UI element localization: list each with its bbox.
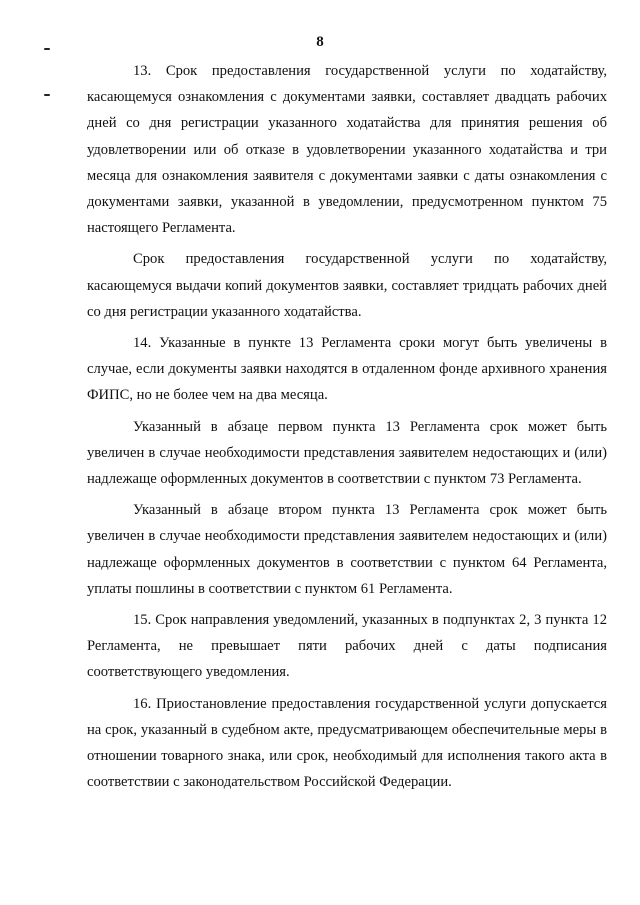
paragraph-14: 14. Указанные в пункте 13 Регламента сроки могут быть увеличены в случае, если документы заявки находятся в отдаленном фонде архивного хранения ФИПС, но не более чем на два месяца. bbox=[87, 335, 607, 404]
paragraph-14-first-abzac: Указанный в абзаце первом пункта 13 Регламента срок может быть увеличен в случае необходимости представления заявителем недостающих и (или) надлежаще оформленных документов в соответствии с пунктом 73 Регламента. bbox=[87, 418, 607, 488]
scan-mark bbox=[44, 48, 50, 50]
paragraph-15: 15. Срок направления уведомлений, указанных в подпунктах 2, 3 пункта 12 Регламента, не превышает пяти рабочих дней с даты подписания соответствующего уведомления. bbox=[87, 612, 607, 681]
paragraph-16: 16. Приостановление предоставления государственной услуги допускается на срок, указанный в судебном акте, предусматривающем обеспечительные меры в отношении товарного знака, или срок, необходимый для исполнения такого акта в соответствии с законодательством Российской Федерации. bbox=[87, 695, 607, 791]
document-body bbox=[87, 58, 607, 800]
scan-mark bbox=[44, 94, 50, 96]
page-number: 8 bbox=[316, 34, 324, 50]
paragraph-13: 13. Срок предоставления государственной услуги по ходатайству, касающемуся ознакомления с документами заявки, составляет двадцать рабочих дней со дня регистрации указанного ходатайства для принятия решения об удовлетворении или об отказе в удовлетворении указанного ходатайства и три месяца для ознакомления заявителя с документами заявки с даты ознакомления с документами заявки, указанной в уведомлении, предусмотренном пунктом 75 настоящего Регламента. bbox=[87, 63, 607, 237]
paragraph-13-copies: Срок предоставления государственной услуги по ходатайству, касающемуся выдачи копий документов заявки, составляет тридцать рабочих дней со дня регистрации указанного ходатайства. bbox=[87, 251, 607, 320]
paragraph-14-second-abzac: Указанный в абзаце втором пункта 13 Регламента срок может быть увеличен в случае необходимости представления заявителем недостающих и (или) надлежаще оформленных документов в соответствии с пунктом 64 Регламента, уплаты пошлины в соответствии с пунктом 61 Регламента. bbox=[87, 502, 607, 597]
